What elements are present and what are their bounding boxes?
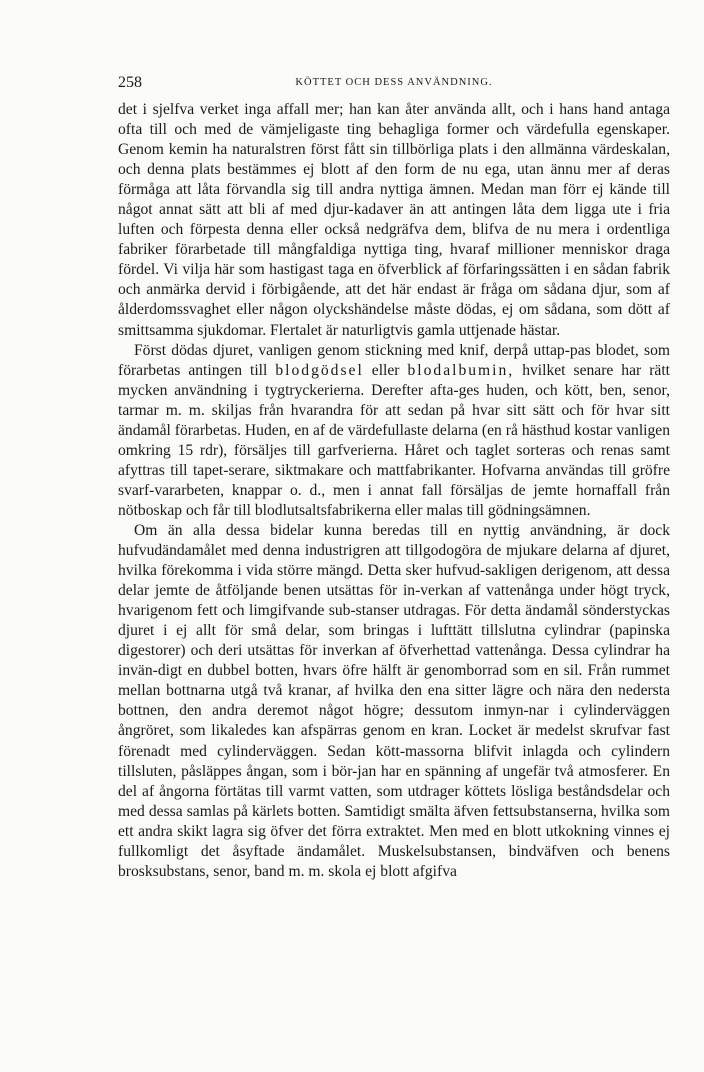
page-header: [118, 74, 670, 94]
spaced-term-blodgodsel: blodgödsel: [275, 361, 364, 379]
running-title: KÖTTET OCH DESS ANVÄNDNING.: [295, 77, 493, 88]
paragraph-3: Om än alla dessa bidelar kunna beredas till en nyttig användning, är dock hufvudändamålet med denna industrigren att tillgodogöra de mjukare delarna af djuret, hvilka förekomma i vida större mängd. Detta sker hufvud-sakligen derigenom, att dessa delar jemte de åtföljande benen utsättas för in-verkan af vattenånga under högt tryck, hvarigenom fett och limgifvande sub-stanser utdragas. För detta ändamål sönderstyckas djuret i ej allt för små delar, som bringas i lufttätt tillslutna cylindrar (papinska digestorer) och deri utsättas för inverkan af öfverhettad vattenånga. Dessa cylindrar ha invän-digt en dubbel botten, hvars öfre hälft är genomborrad som en sil. Från rummet mellan bottnarna utgå två kranar, af hvilka den ena sitter lägre och nära den nedersta bottnen, den andra deremot något högre; dessutom inmyn-nar i cylinderväggen ångröret, som likaledes kan afspärras genom en kran. Locket är medelst skrufvar fast förenadt med cylinderväggen. Sedan kött-massorna blifvit inlagda och cylindern tillsluten, påsläppes ångan, som i bör-jan har en spänning af ungefär två atmosferer. En del af ångorna förtätas till varmt vatten, som utdrager köttets lösliga beståndsdelar och med dessa samlas på kärlets botten. Samtidigt smälta äfven fettsubstanserna, hvilka som ett andra skikt lagra sig öfver det förra extraktet. Men med en blott utkokning vinnes ej fullkomligt det åsyftade ändamålet. Muskelsubstansen, bindväfven och benens brosksubstans, senor, band m. m. skola ej blott afgifva: [118, 521, 670, 880]
paragraph-2-text-start: Först dödas djuret, vanligen genom stickning med knif, derpå uttap-pas blodet, som förarbetas antingen till: [118, 341, 670, 379]
paragraph-2-text-end: hvilket senare har rätt mycken användning i tygtryckerierna. Derefter afta-ges huden, och kött, ben, senor, tarmar m. m. skiljas från hvarandra för att sedan på hvar sitt sätt och för hvar sitt ändamål förarbetas. Huden, en af de värdefullaste delarna (en rå hästhud kostar vanligen omkring 15 rdr), försäljes till garfverierna. Håret och taglet sorteras och renas samt afyttras till tapet-serare, siktmakare och mattfabrikanter. Hofvarna användas till gröfre svarf-vararbeten, knappar o. d., men i annat fall försäljas de jemte hornaffall från nötboskap och får till blodlutsaltsfabrikerna eller malas till gödningsämnen.: [118, 361, 670, 519]
paragraph-1: det i sjelfva verket inga affall mer; han kan åter använda allt, och i hans hand antaga ofta till och med de vämjeligaste ting behagliga former och värdefulla egenskaper. Genom kemin ha naturalstren först fått sin tillbörliga plats i den allmänna värdeskalan, och denna plats bestämmes ej blott af den form de nu ega, utan ännu mer af deras förmåga att låta förvandla sig till andra nyttiga ämnen. Medan man förr ej kände till något annat sätt att bli af med djur-kadaver än att antingen låta dem ligga ute i fria luften och förpesta denna eller också nedgräfva dem, blifva de nu mera i ordentliga fabriker förarbetade till mångfaldiga nyttiga ting, hvaraf millioner menniskor draga fördel. Vi vilja här som hastigast taga en öfverblick af förfaringssätten i en sådan fabrik och anmärka dervid i förbigående, att det här endast är fråga om sådana djur, som af ålderdomssvaghet eller någon olyckshändelse måste dödas, ej om sådana, som dött af smittsamma sjukdomar. Flertalet är naturligtvis gamla uttjenade hästar.: [118, 101, 670, 339]
body-text: [118, 100, 670, 882]
page-number: 258: [118, 74, 142, 91]
paragraph-2-text-mid: eller: [363, 361, 408, 379]
spaced-term-blodalbumin: blodalbumin,: [407, 361, 515, 379]
paragraph-2: [118, 341, 670, 521]
